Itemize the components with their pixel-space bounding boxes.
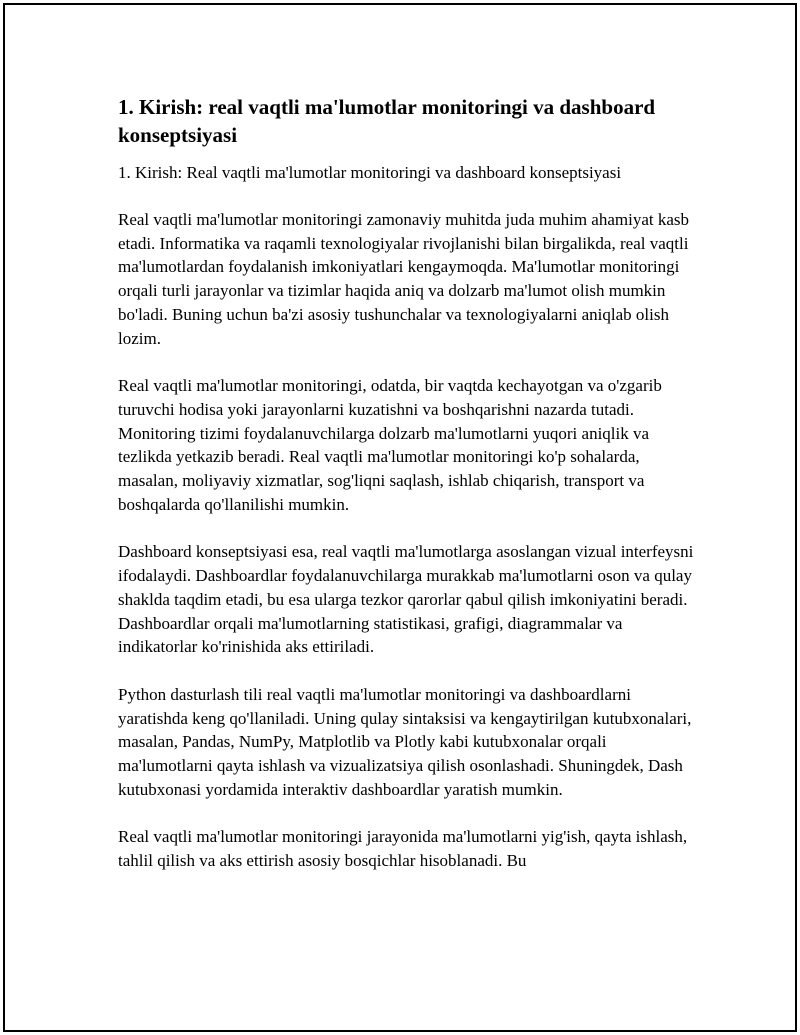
paragraph-3: Dashboard konseptsiyasi esa, real vaqtli ma'lumotlarga asoslangan vizual interfeysni ifodalaydi. Dashboardlar foydalanuvchilarga murakkab ma'lumotlarni oson va qulay shaklda taqdim etadi, bu esa ularga tezkor qarorlar qabul qilish imkoniyatini beradi. Dashboardlar orqali ma'lumotlarning statistikasi, grafigi, diagrammalar va indikatorlar ko'rinishida aks ettiriladi. [118,542,694,657]
paragraph-4: Python dasturlash tili real vaqtli ma'lumotlar monitoringi va dashboardlarni yaratishda keng qo'llaniladi. Uning qulay sintaksisi va kengaytirilgan kutubxonalari, masalan, Pandas, NumPy, Matplotlib va Plotly kabi kutubxonalar orqali ma'lumotlarni qayta ishlash va vizualizatsiya qilish osonlashadi. Shuningdek, Dash kutubxonasi yordamida interaktiv dashboardlar yaratish mumkin. [118,684,692,799]
paragraph-1: Real vaqtli ma'lumotlar monitoringi zamonaviy muhitda juda muhim ahamiyat kasb etadi. Informatika va raqamli texnologiyalar rivojlanishi bilan birgalikda, real vaqtli ma'lumotlardan foydalanish imkoniyatlari kengaymoqda. Ma'lumotlar monitoringi orqali turli jarayonlar va tizimlar haqida aniq va dolzarb ma'lumot olish mumkin bo'ladi. Buning uchun ba'zi asosiy tushunchalar va texnologiyalarni aniqlab olish lozim. [118,210,690,348]
section-heading: 1. Kirish: real vaqtli ma'lumotlar monitoringi va dashboard konseptsiyasi [118,95,656,147]
paragraph-5: Real vaqtli ma'lumotlar monitoringi jarayonida ma'lumotlarni yig'ish, qayta ishlash, tahlil qilish va aks ettirish asosiy bosqichlar hisoblanadi. Bu [118,827,688,871]
document-body [118,93,698,897]
paragraph-2: Real vaqtli ma'lumotlar monitoringi, odatda, bir vaqtda kechayotgan va o'zgarib turuvchi hodisa yoki jarayonlarni kuzatishni va boshqarishni nazarda tutadi. Monitoring tizimi foydalanuvchilarga dolzarb ma'lumotlarni yuqori aniqlik va tezlikda yetkazib beradi. Real vaqtli ma'lumotlar monitoringi ko'p sohalarda, masalan, moliyaviy xizmatlar, sog'liqni saqlash, ishlab chiqarish, transport va boshqalarda qo'llanilishi mumkin. [118,376,662,514]
section-subheading: 1. Kirish: Real vaqtli ma'lumotlar monitoringi va dashboard konseptsiyasi [118,163,622,182]
